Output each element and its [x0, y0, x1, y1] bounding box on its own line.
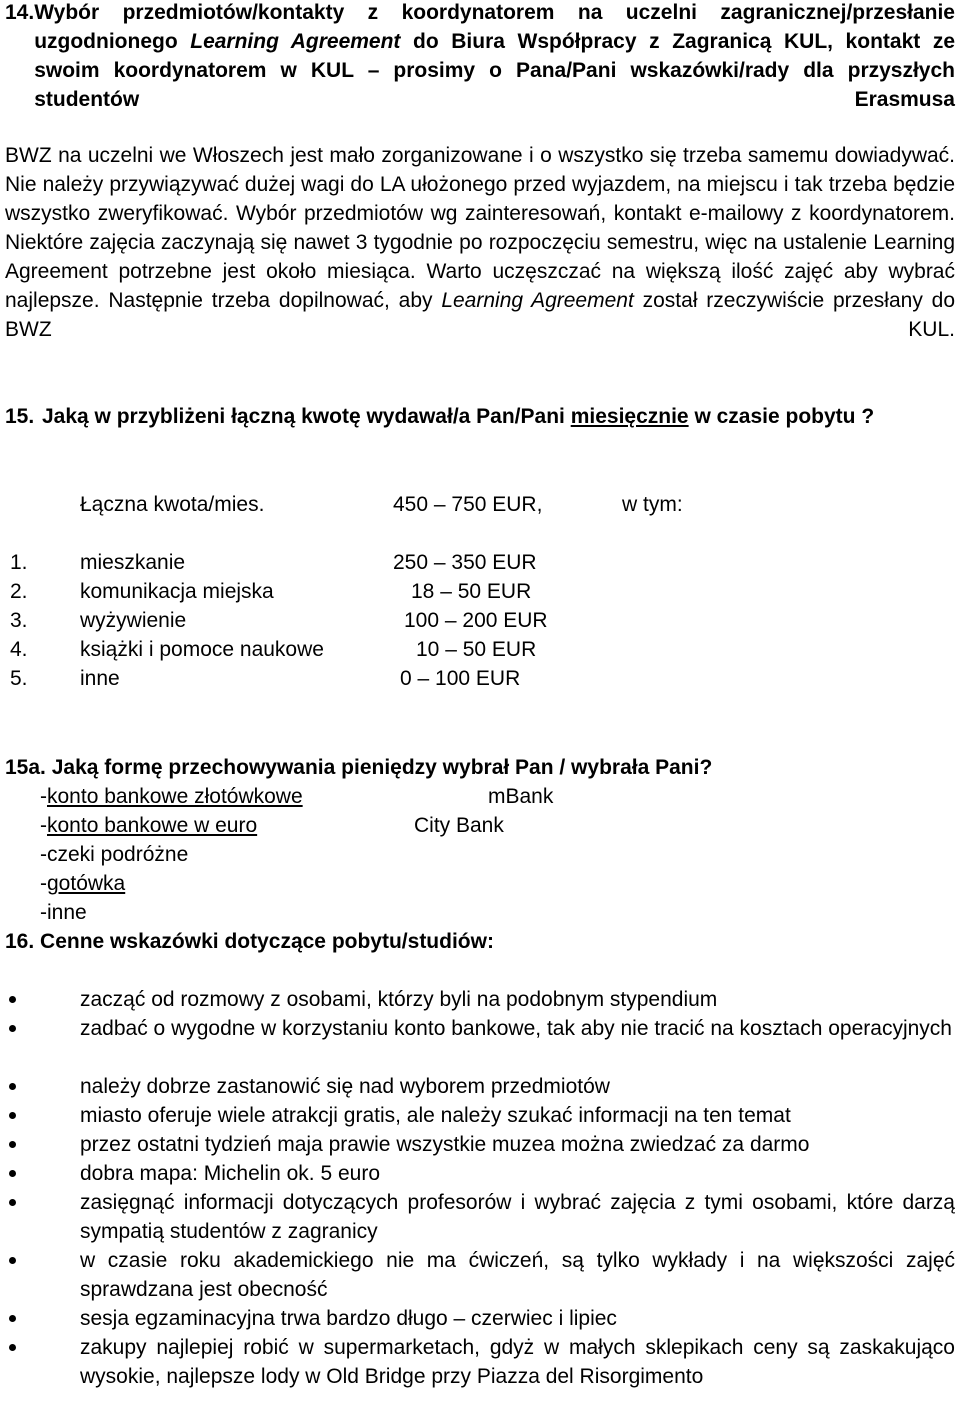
question-number: 14. [5, 1, 35, 24]
total-suffix: w tym: [622, 493, 683, 516]
bullet-icon [5, 1130, 80, 1159]
total-label: Łączna kwota/mies. [80, 493, 265, 516]
bullet-icon [5, 1333, 80, 1391]
question-14-answer: BWZ na uczelni we Włoszech jest mało zorganizowane i o wszystko się trzeba samemu dowiadywać. Nie należy przywiązywać dużej wagi do LA ułożonego przed wyjazdem, na miejscu i tak trzeba będzie wszystko zweryfikować. Wybór przedmiotów wg zainteresowań, kontakt e-mailowy z koordynatorem. Niektóre zajęcia zaczynają się nawet 3 tygodnie po rozpoczęciu semestru, więc na ustalenie Learning Agreement potrzebne jest około miesiąca. Warto uczęszczać na większą ilość zajęć aby wybrać najlepsze. Następnie trzeba dopilnować, aby Learning Agreement został rzeczywiście przesłany do BWZ KUL. [5, 144, 955, 341]
tip-item: dobra mapa: Michelin ok. 5 euro [5, 1159, 955, 1188]
bank-name: mBank [488, 785, 554, 808]
question-14-title: Wybór przedmiotów/kontakty z koordynatorem na uczelni zagranicznej/przesłanie uzgodnionego Learning Agreement do Biura Współpracy z Zagranicą KUL, kontakt ze swoim koordynatorem w KUL – prosimy o Pana/Pani wskazówki/rady dla przyszłych studentów Erasmusa [34, 1, 955, 111]
tip-item: w czasie roku akademickiego nie ma ćwiczeń, są tylko wykłady i na większości zajęć sprawdzana jest obecność [5, 1246, 955, 1304]
bullet-icon [5, 1304, 80, 1333]
question-15a-heading: 15a. Jaką formę przechowywania pieniędzy wybrał Pan / wybrała Pani? [5, 756, 713, 779]
bullet-icon [5, 1188, 80, 1246]
tip-item: miasto oferuje wiele atrakcji gratis, ale należy szukać informacji na ten temat [5, 1101, 955, 1130]
tip-item: zakupy najlepiej robić w supermarketach, gdyż w małych sklepikach ceny są zaskakująco wysokie, najlepsze lody w Old Bridge przy Piazza del Risorgimento [5, 1333, 955, 1391]
bullet-icon [5, 1014, 80, 1043]
bank-name: City Bank [414, 814, 504, 837]
question-15-title: Jaką w przybliżeni łączną kwotę wydawał/a Pan/Pani miesięcznie w czasie pobytu ? [42, 405, 875, 428]
question-14-heading [5, 0, 955, 114]
tip-item: należy dobrze zastanowić się nad wyborem przedmiotów [5, 1072, 955, 1101]
bullet-icon [5, 1072, 80, 1101]
bullet-icon [5, 1101, 80, 1130]
tip-item: przez ostatni tydzień maja prawie wszystkie muzea można zwiedzać za darmo [5, 1130, 955, 1159]
document-page: 14. Wybór przedmiotów/kontakty z koordynatorem na uczelni zagranicznej/przesłanie uzgodnionego Learning Agreement do Biura Współpracy z Zagranicą KUL, kontakt ze swoim koordynatorem w KUL – prosimy o Pana/Pani wskazówki/rady dla przyszłych studentów Erasmusa BWZ na uczelni we Włoszech jest mało zorganizowane i o wszystko się trzeba samemu dowiadywać. Nie należy przywiązywać dużej wagi do LA ułożonego przed wyjazdem, na miejscu i tak trzeba będzie wszystko zweryfikować. Wybór przedmiotów wg zainteresowań, kontakt e-mailowy z koordynatorem. Niektóre zajęcia zaczynają się nawet 3 tygodnie po rozpoczęciu semestru, więc na ustalenie Learning Agreement potrzebne jest około miesiąca. Warto uczęszczać na większą ilość zajęć aby wybrać najlepsze. Następnie trzeba dopilnować, aby Learning Agreement został rzeczywiście przesłany do BWZ KUL. 15. Jaką w przybliżeni łączną kwotę wydawał/a Pan/Pani miesięcznie w czasie pobytu ? Łączna kwota/mies. 450 – 750 EUR, w tym: 1. mieszkanie 250 – 350 EUR 2. komunikacja miejska 18 – 50 EUR 3. wyżywienie 100 – 200 EUR 4. książki i pomoce naukowe 10 – 50 EUR 5. inne 0 – 100 EUR 15a. Jaką formę przechowywania pieniędzy wybrał Pan / wybrała Pani? -konto bankowe złotówkowe mBank -konto bankowe w euro City Bank -czeki podróżne -gotówka -inne 16. Cenne wskazówki dotyczące pobytu/studiów: zacząć od rozmowy z osobami, którzy byli na podobnym stypendium zadbać o wygodne w korzystaniu konto bankowe, tak aby nie tracić na kosztach operacyjnych należy dobrze zastanowić się nad wyborem przedmiotów miasto oferuje wiele atrakcji gratis, ale należy szukać informacji na ten temat przez ostatni tydzień maja prawie wszystkie muzea można zwiedzać za darmo dobra mapa: Michelin ok. 5 euro zasięgnąć informacji dotyczących profesorów i wybrać zajęcia z tymi osobami, które darzą sympatią studentów z zagranicy w czasie roku akademickiego nie ma ćwiczeń, są tylko wykłady i na większości zajęć sprawdzana jest obecność sesja egzaminacyjna trwa bardzo długo – czerwiec i lipiec zakupy najlepiej robić w supermarketach, gdyż w małych sklepikach ceny są zaskakująco wysokie, najlepsze lody w Old Bridge przy Piazza del Risorgimento [0, 0, 960, 1420]
bullet-icon [5, 1246, 80, 1304]
total-value: 450 – 750 EUR, [393, 493, 543, 516]
question-15-heading [5, 402, 955, 431]
tip-item: sesja egzaminacyjna trwa bardzo długo – czerwiec i lipiec [5, 1304, 955, 1333]
bullet-icon [5, 1159, 80, 1188]
tip-item: zacząć od rozmowy z osobami, którzy byli na podobnym stypendium [5, 985, 955, 1014]
question-16-heading: 16. Cenne wskazówki dotyczące pobytu/studiów: [5, 930, 494, 953]
tip-item: zadbać o wygodne w korzystaniu konto bankowe, tak aby nie tracić na kosztach operacyjnych [5, 1014, 955, 1043]
question-number: 15. [5, 405, 35, 428]
bullet-icon [5, 985, 80, 1014]
tip-item: zasięgnąć informacji dotyczących profesorów i wybrać zajęcia z tymi osobami, które darzą sympatią studentów z zagranicy [5, 1188, 955, 1246]
